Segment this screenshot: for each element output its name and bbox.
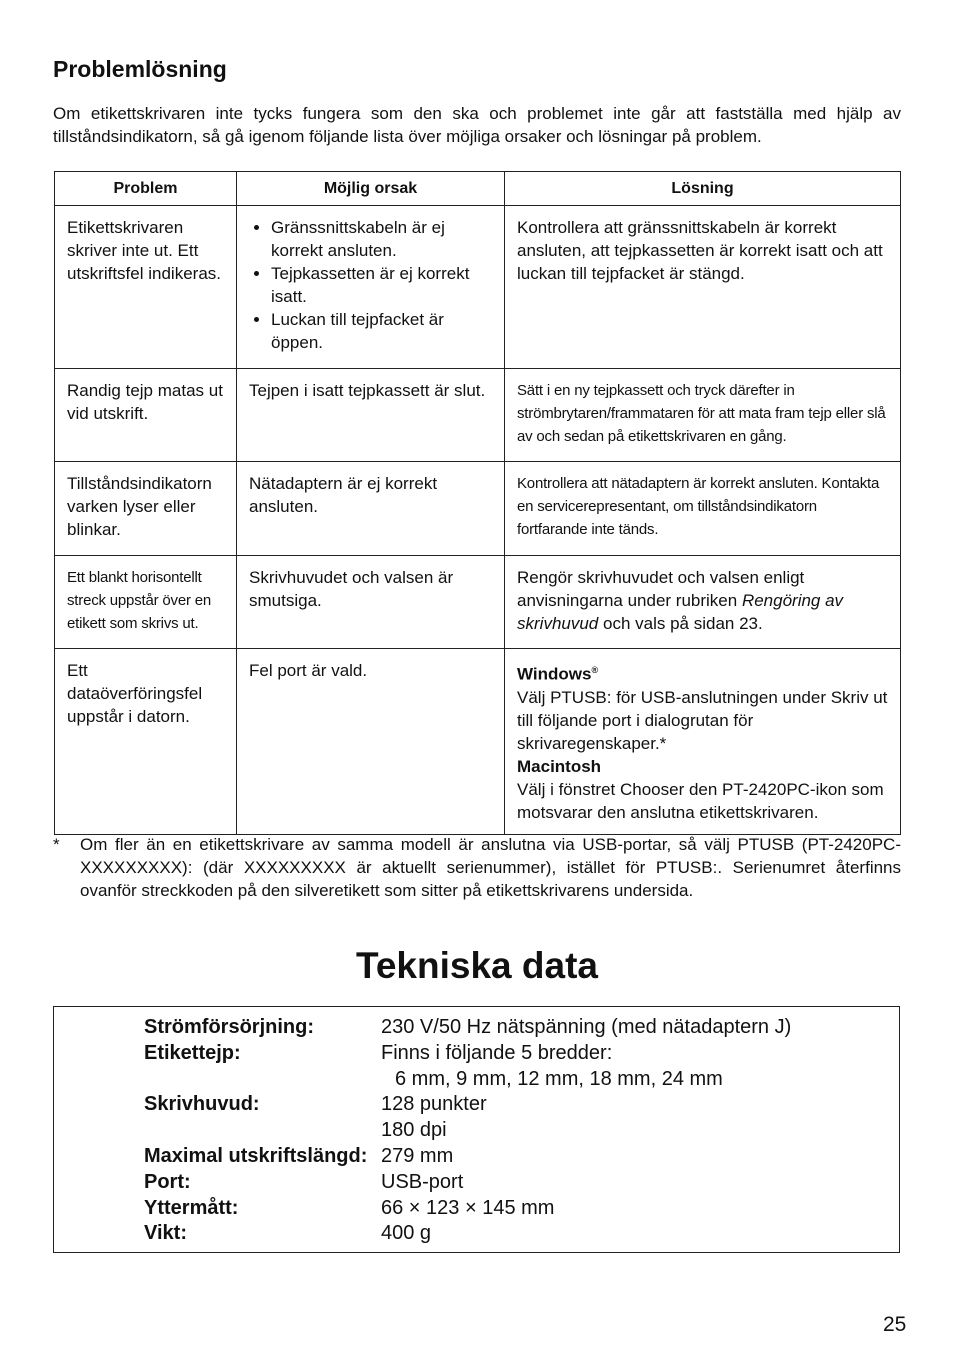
header-cause: Möjlig orsak xyxy=(237,172,505,206)
spec-label xyxy=(144,1067,381,1093)
table-row xyxy=(55,556,901,649)
cause-cell xyxy=(237,206,505,369)
header-problem: Problem xyxy=(55,172,237,206)
table-header-row xyxy=(55,172,901,206)
windows-text: Välj PTUSB: för USB-anslutningen under Skriv ut till följande port i dialogrutan för skrivaregenskaper.* xyxy=(517,687,888,753)
header-solution: Lösning xyxy=(505,172,901,206)
specs-list xyxy=(144,1015,791,1247)
table-row xyxy=(55,462,901,556)
spec-value: 6 mm, 9 mm, 12 mm, 18 mm, 24 mm xyxy=(395,1067,723,1090)
solution-text: och vals på sidan 23. xyxy=(603,614,763,633)
intro-paragraph: Om etikettskrivaren inte tycks fungera som den ska och problemet inte går att fastställa med hjälp av tillståndsindikatorn, så gå igenom följande lista över möjliga orsaker och lösningar på problem. xyxy=(53,104,901,146)
spec-label: Vikt: xyxy=(144,1222,187,1245)
spec-row-printhead xyxy=(144,1092,791,1118)
table-row xyxy=(55,206,901,369)
spec-row-weight xyxy=(144,1221,791,1247)
specs-box xyxy=(53,1006,900,1253)
spec-row-port xyxy=(144,1170,791,1196)
spec-value: 400 g xyxy=(381,1222,432,1245)
solution-cell: Sätt i en ny tejpkassett och tryck därefter in strömbrytaren/frammataren för att mata fram tejp eller slå av och sedan på etikettskrivaren en gång. xyxy=(505,369,901,462)
spec-label: Strömförsörjning: xyxy=(144,1016,314,1038)
solution-text: Rengör skrivhuvudet och valsen enligt anvisningarna under rubriken xyxy=(517,568,805,610)
specs-title: Tekniska data xyxy=(356,945,598,986)
spec-row-power xyxy=(144,1015,791,1041)
footnote-marker: * xyxy=(53,835,60,854)
footnote xyxy=(53,833,901,902)
registered-mark: ® xyxy=(591,665,599,675)
footnote-text: Om fler än en etikettskrivare av samma modell är anslutna via USB-portar, så välj PTUSB (PT-2420PC-XXXXXXXXX): (där XXXXXXXXX är aktuellt serienummer), istället för PTUSB:. Serienumret återfinns ovanför streckkoden på den silveretikett som sitter på etikettskrivarens undersida. xyxy=(80,835,901,900)
spec-value: 66 × 123 × 145 mm xyxy=(381,1196,555,1219)
cause-cell: Nätadaptern är ej korrekt ansluten. xyxy=(237,462,505,556)
solution-cell: Kontrollera att gränssnittskabeln är korrekt ansluten, att tejpkassetten är korrekt isatt och att luckan till tejpfacket är stängd. xyxy=(505,206,901,369)
spec-row-resolution xyxy=(144,1118,791,1144)
spec-value: Finns i följande 5 bredder: xyxy=(381,1041,613,1064)
spec-label xyxy=(144,1118,381,1144)
cause-item: • Tejpkassetten är ej korrekt isatt. xyxy=(271,262,492,308)
solution-cell: Kontrollera att nätadaptern är korrekt ansluten. Kontakta en servicerepresentant, om tillståndsindikatorn fortfarande inte tänds. xyxy=(505,462,901,556)
problem-cell: Ett blankt horisontellt streck uppstår över en etikett som skrivs ut. xyxy=(55,556,237,649)
cause-cell: Skrivhuvudet och valsen är smutsiga. xyxy=(237,556,505,649)
spec-value: 128 punkter xyxy=(381,1093,487,1116)
cause-cell: Fel port är vald. xyxy=(237,649,505,835)
windows-heading xyxy=(517,659,888,686)
windows-label: Windows xyxy=(517,664,592,684)
macintosh-text: Välj i fönstret Chooser den PT-2420PC-ikon som motsvarar den anslutna etikettskrivaren. xyxy=(517,779,884,822)
table-row xyxy=(55,649,901,835)
troubleshooting-table xyxy=(54,171,901,835)
problem-cell: Ett dataöverföringsfel uppstår i datorn. xyxy=(55,649,237,835)
problem-cell: Etikettskrivaren skriver inte ut. Ett utskriftsfel indikeras. xyxy=(55,206,237,369)
cause-item: • Luckan till tejpfacket är öppen. xyxy=(271,308,492,354)
section-title: Problemlösning xyxy=(53,56,227,82)
spec-value: 279 mm xyxy=(381,1144,454,1167)
table-row xyxy=(55,369,901,462)
solution-cell xyxy=(505,649,901,835)
spec-label: Maximal utskriftslängd: xyxy=(144,1144,368,1167)
spec-row-tape xyxy=(144,1041,791,1067)
spec-row-dimensions xyxy=(144,1196,791,1222)
cause-list xyxy=(249,216,492,354)
macintosh-heading: Macintosh xyxy=(517,756,602,776)
cause-cell: Tejpen i isatt tejpkassett är slut. xyxy=(237,369,505,462)
spec-label: Port: xyxy=(144,1170,191,1193)
cause-item: • Gränssnittskabeln är ej korrekt ansluten. xyxy=(271,216,492,262)
spec-value: 180 dpi xyxy=(381,1119,447,1142)
page-number: 25 xyxy=(883,1313,907,1336)
spec-value: USB-port xyxy=(381,1170,464,1193)
spec-value: 230 V/50 Hz nätspänning (med nätadaptern J) xyxy=(381,1016,792,1038)
solution-cell xyxy=(505,556,901,649)
spec-row-max-length xyxy=(144,1144,791,1170)
spec-label: Skrivhuvud: xyxy=(144,1093,260,1116)
problem-cell: Randig tejp matas ut vid utskrift. xyxy=(55,369,237,462)
spec-label: Etikettejp: xyxy=(144,1041,241,1064)
spec-label: Yttermått: xyxy=(144,1196,239,1219)
spec-row-tape-widths xyxy=(144,1067,791,1093)
section-reference: Rengöring av skrivhuvud xyxy=(517,591,844,633)
problem-cell: Tillståndsindikatorn varken lyser eller blinkar. xyxy=(55,462,237,556)
